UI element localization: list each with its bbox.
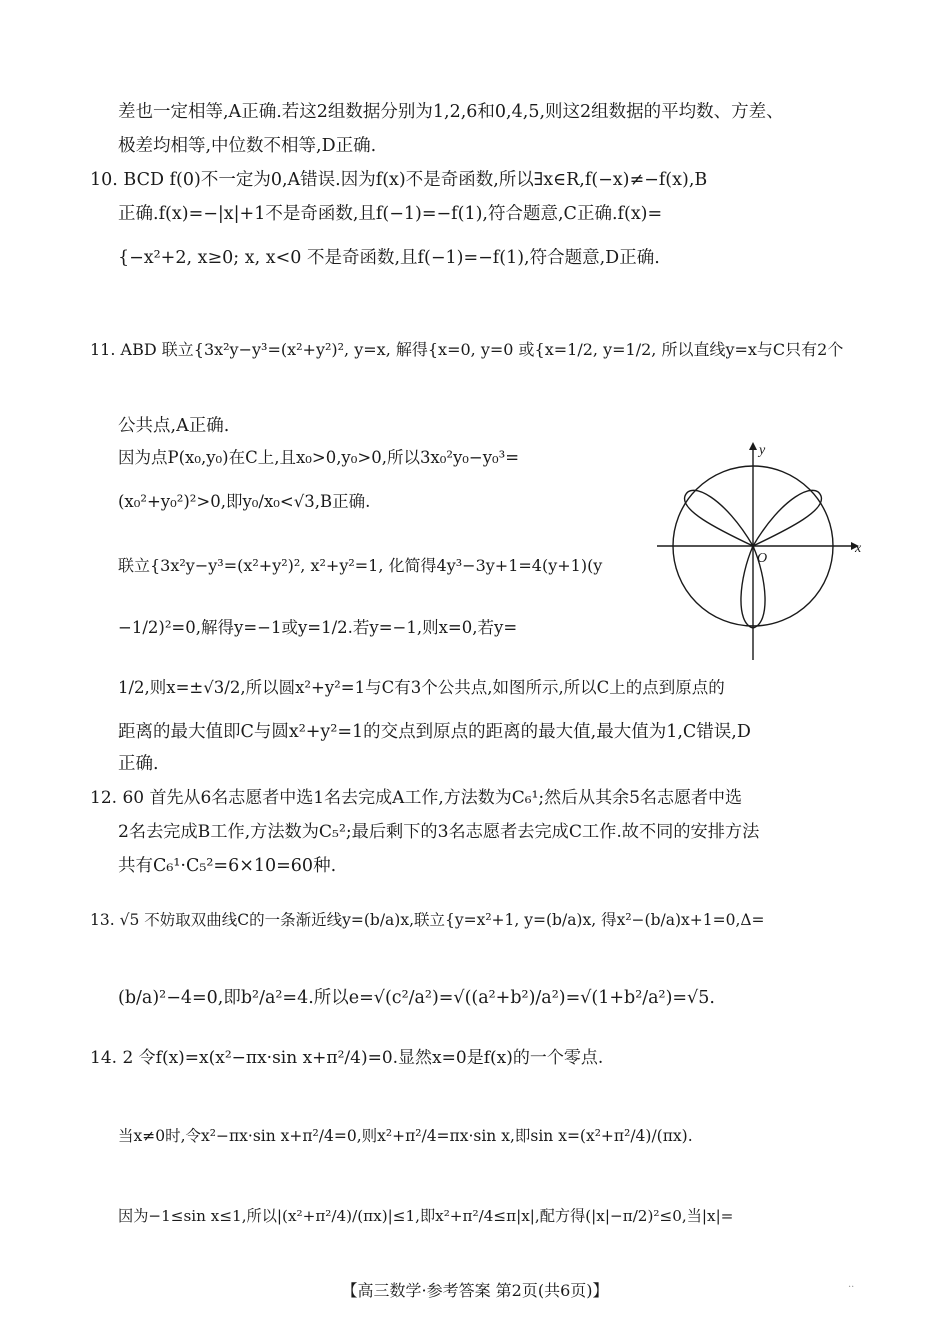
text-line: 联立{3x²y−y³=(x²+y²)², x²+y²=1, 化简得4y³−3y+1=4(y+1)(y: [118, 556, 603, 575]
text-line: 13. √5 不妨取双曲线C的一条渐近线y=(b/a)x,联立{y=x²+1, y=(b/a)x, 得x²−(b/a)x+1=0,Δ=: [90, 911, 765, 929]
text-line: 差也一定相等,A正确.若这2组数据分别为1,2,6和0,4,5,则这2组数据的平均数、方差、: [118, 102, 784, 122]
curve-figure: [655, 438, 865, 663]
text-line: 正确.: [118, 754, 159, 774]
petal-left: [685, 490, 753, 546]
text-line: 因为−1≤sin x≤1,所以|(x²+π²/4)/(πx)|≤1,即x²+π²/4≤π|x|,配方得(|x|−π/2)²≤0,当|x|=: [118, 1207, 734, 1225]
y-axis-label: y: [759, 443, 766, 458]
page-footer: 【高三数学·参考答案 第2页(共6页)】: [341, 1281, 609, 1300]
text-line: 距离的最大值即C与圆x²+y²=1的交点到原点的距离的最大值,最大值为1,C错误,D: [118, 722, 751, 742]
origin-label: O: [757, 551, 768, 566]
text-line: 公共点,A正确.: [118, 416, 230, 436]
text-line: 11. ABD 联立{3x²y−y³=(x²+y²)², y=x, 解得{x=0, y=0 或{x=1/2, y=1/2, 所以直线y=x与C只有2个: [90, 340, 844, 359]
text-line: 2名去完成B工作,方法数为C₅²;最后剩下的3名志愿者去完成C工作.故不同的安排方法: [118, 822, 760, 842]
y-axis-arrow: [749, 442, 757, 450]
text-line: 当x≠0时,令x²−πx·sin x+π²/4=0,则x²+π²/4=πx·sin x,即sin x=(x²+π²/4)/(πx).: [118, 1127, 693, 1145]
text-line: 14. 2 令f(x)=x(x²−πx·sin x+π²/4)=0.显然x=0是f(x)的一个零点.: [90, 1048, 604, 1068]
text-line: 10. BCD f(0)不一定为0,A错误.因为f(x)不是奇函数,所以∃x∈R,f(−x)≠−f(x),B: [90, 170, 708, 190]
x-axis-label: x: [855, 541, 862, 556]
text-line: 共有C₆¹·C₅²=6×10=60种.: [118, 856, 337, 876]
text-line: 因为点P(x₀,y₀)在C上,且x₀>0,y₀>0,所以3x₀²y₀−y₀³=: [118, 448, 520, 467]
text-line: 正确.f(x)=−|x|+1不是奇函数,且f(−1)=−f(1),符合题意,C正确.f(x)=: [118, 204, 663, 224]
petal-right: [753, 490, 821, 546]
text-line: {−x²+2, x≥0; x, x<0 不是奇函数,且f(−1)=−f(1),符合题意,D正确.: [118, 248, 660, 268]
text-line: (b/a)²−4=0,即b²/a²=4.所以e=√(c²/a²)=√((a²+b²)/a²)=√(1+b²/a²)=√5.: [118, 988, 715, 1008]
text-line: 极差均相等,中位数不相等,D正确.: [118, 136, 377, 156]
text-line: 12. 60 首先从6名志愿者中选1名去完成A工作,方法数为C₆¹;然后从其余5名志愿者中选: [90, 788, 742, 808]
corner-mark: ··: [848, 1282, 855, 1293]
text-line: (x₀²+y₀²)²>0,即y₀/x₀<√3,B正确.: [118, 492, 371, 511]
text-line: 1/2,则x=±√3/2,所以圆x²+y²=1与C有3个公共点,如图所示,所以C上的点到原点的: [118, 678, 725, 697]
text-line: −1/2)²=0,解得y=−1或y=1/2.若y=−1,则x=0,若y=: [118, 618, 518, 637]
